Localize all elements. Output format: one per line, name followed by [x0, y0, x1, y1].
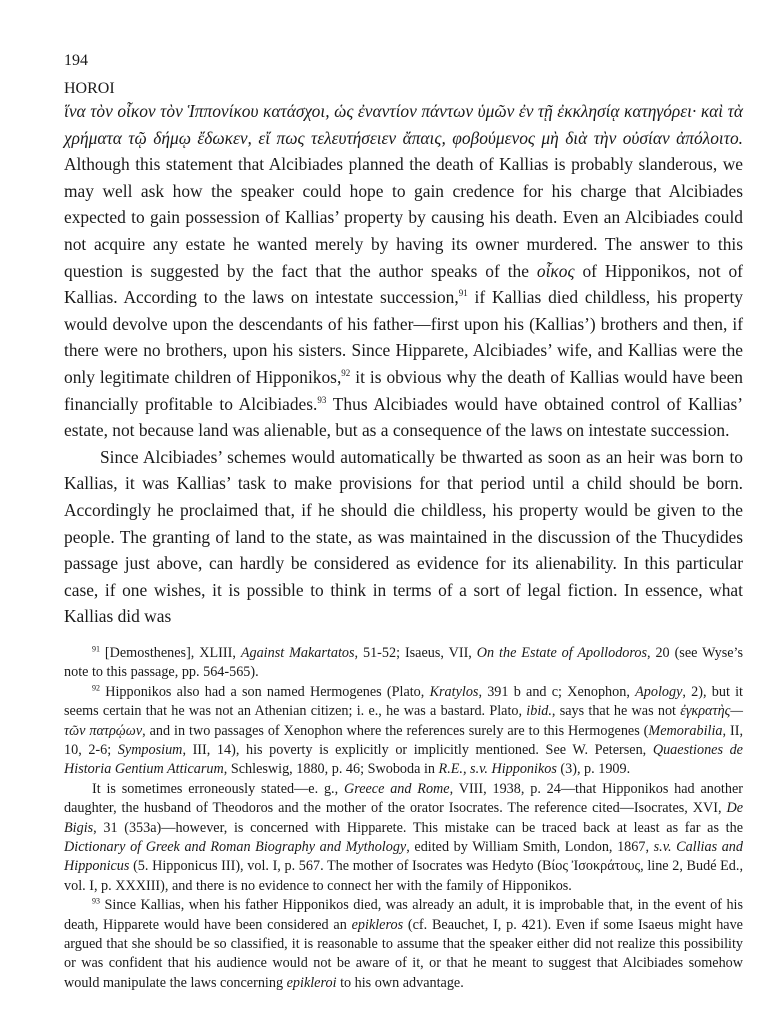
- greek-word-oikos: οἶκος: [536, 260, 575, 281]
- footnote-91: $^{91}$ [Demosthenes], XLIII, Against Makartatos, 51-52; Isaeus, VII, On the Estate of Apollodoros, 20 (see Wyse’s note to this passage, pp. 564-565).: [64, 644, 743, 681]
- footnote-ref-93[interactable]: 93: [317, 394, 327, 405]
- footnote-92-continued: It is sometimes erroneously stated—e. g., Greece and Rome, VIII, 1938, p. 24—that Hipponikos had another daughter, the husband of Theodoros and the mother of the orator Isocrates. The reference cited—Isocrates, XVI, De Bigis, 31 (353a)—however, is concerned with Hipparete. This mistake can be traced back at least as far as the Dictionary of Greek and Roman Biography and Mythology, edited by William Smith, London, 1867, s.v. Callias and Hipponicus (5. Hipponicus III), vol. I, p. 567. The mother of Isocrates was Hedyto (Βίος Ἰσοκράτους, line 2, Budé Ed., vol. I, p. XXXIII), and there is no evidence to connect her with the family of Hipponikos.: [64, 780, 743, 894]
- main-text: [64, 98, 743, 630]
- running-title: HOROI: [64, 80, 115, 97]
- page-number: 194: [64, 52, 88, 69]
- paragraph-2: Since Alcibiades’ schemes would automatically be thwarted as soon as an heir was born to Kallias, it was Kallias’ task to make provisions for that period until a child should be born. Accordingly he proclaimed that, if he should die childless, his property would be given to the people. The granting of land to the state, as was maintained in the discussion of the Thucydides passage just above, can hardly be considered as evidence for its alienability. In this particular case, if one wishes, it is possible to think in terms of a sort of legal fiction. In essence, what Kallias did was: [64, 446, 743, 627]
- paragraph-1: ἵνα τὸν οἶκον τὸν Ἱππονίκου κατάσχοι, ὡς ἐναντίον πάντων ὑμῶν ἐν τῇ ἐκκλησίᾳ κατηγόρει· καὶ τὰ χρήματα τῷ δήμῳ ἔδωκεν, εἴ πως τελευτήσειεν ἄπαις, φοβούμενος μὴ διὰ τὴν οὐσίαν ἀπόλοιτο. Although this statement that Alcibiades planned the death of Kallias is probably slanderous, we may well ask how the speaker could hope to gain credence for his charge that Alcibiades expected to gain possession of Kallias’ property by causing his death. Even an Alcibiades could not acquire any estate he wanted merely by having its owner murdered. The answer to this question is suggested by the fact that the author speaks of the οἶκος of Hipponikos, not of Kallias. According to the laws on intestate succession,$^{91}$ if Kallias died childless, his property would devolve upon the descendants of his father—first upon his (Kallias’) brothers and then, if there were no brothers, upon his sisters. Since Hipparete, Alcibiades’ wife, and Kallias were the only legitimate children of Hipponikos,$^{92}$ it is obvious why the death of Kallias would have been financially profitable to Alcibiades.$^{93}$ Thus Alcibiades would have obtained control of Kallias’ estate, not because land was alienable, but as a consequence of the laws on intestate succession.: [64, 101, 744, 441]
- footnote-93: $^{93}$ Since Kallias, when his father Hipponikos died, was already an adult, it is improbable that, in the event of his death, Hipparete would have been considered an epikleros (cf. Beauchet, I, p. 421). Even if some Isaeus might have argued that she should be so classified, it is reasonable to assume that the speaker either did not realize this possibility or was confident that his audience would not be aware of it, or that he meant to suggest that Alcibiades somehow would manipulate the laws concerning epikleroi to his own advantage.: [64, 896, 743, 991]
- greek-quotation: ἵνα τὸν οἶκον τὸν Ἱππονίκου κατάσχοι, ὡς ἐναντίον πάντων ὑμῶν ἐν τῇ ἐκκλησίᾳ κατηγόρει· καὶ τὰ χρήματα τῷ δήμῳ ἔδωκεν, εἴ πως τελευτήσειεν ἄπαις, φοβούμενος μὴ διὰ τὴν οὐσίαν ἀπόλοιτο.: [64, 101, 743, 148]
- footnote-ref-91[interactable]: 91: [458, 288, 468, 299]
- footnote-ref-92[interactable]: 92: [341, 368, 351, 379]
- footnotes: [64, 644, 743, 993]
- footnote-92: $^{92}$ Hipponikos also had a son named Hermogenes (Plato, Kratylos, 391 b and c; Xenophon, Apology, 2), but it seems certain that he was not an Athenian citizen; i. e., he was a bastard. Plato, ibid., says that he was not ἐγκρατὴς—τῶν πατρῴων, and in two passages of Xenophon where the references surely are to this Hermogenes (Memorabilia, II, 10, 2-6; Symposium, III, 14), his poverty is explicitly or implicitly mentioned. See W. Petersen, Quaestiones de Historia Gentium Atticarum, Schleswig, 1880, p. 46; Swoboda in R.E., s.v. Hipponikos (3), p. 1909.: [64, 682, 744, 778]
- page-header: [64, 52, 743, 80]
